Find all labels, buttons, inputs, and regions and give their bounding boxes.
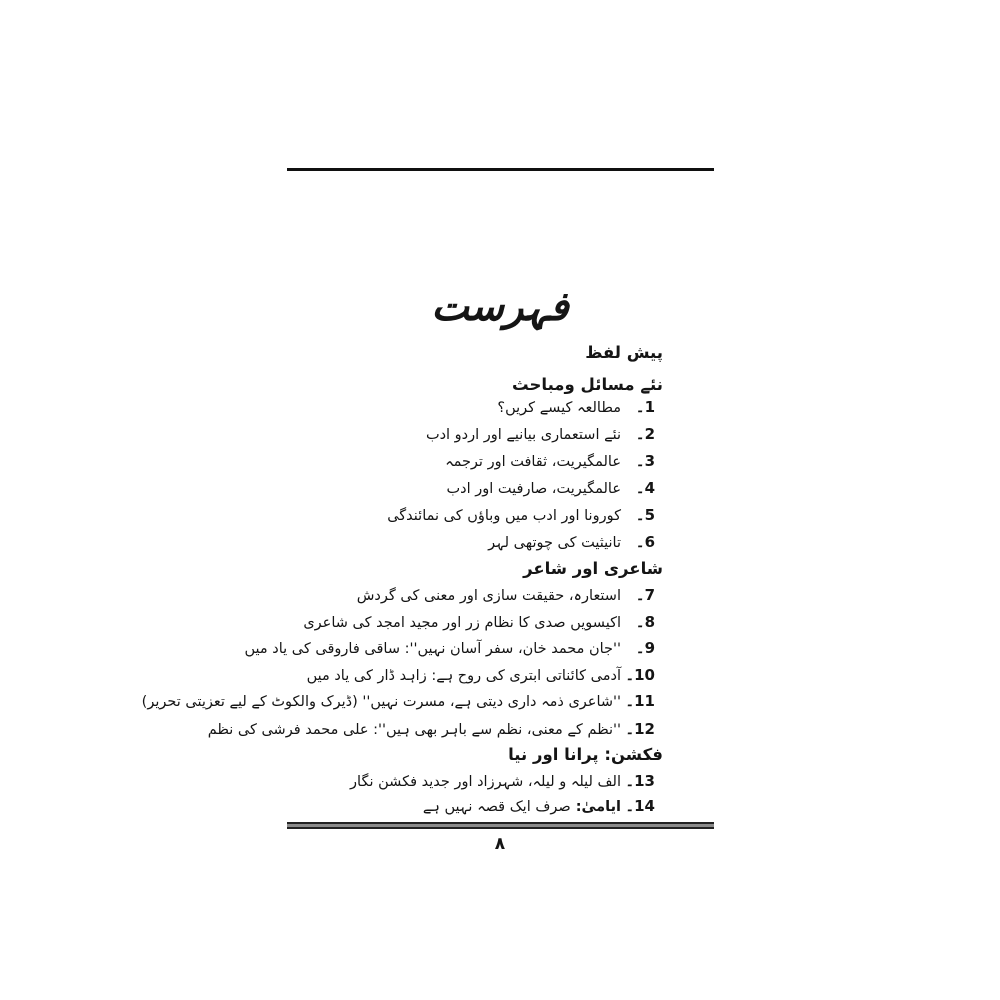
entry-title: الف لیلہ و لیلہ، شہرزاد اور جدید فکشن نگار xyxy=(350,774,621,790)
section-heading-poetry: شاعری اور شاعر xyxy=(523,559,663,578)
entry-number: 13۔ xyxy=(625,772,655,790)
entry-number: 2۔ xyxy=(635,425,655,443)
entry-number: 5۔ xyxy=(635,506,655,524)
entry-title: کورونا اور ادب میں وباؤں کی نمائندگی xyxy=(387,508,621,524)
toc-entry-6 xyxy=(488,532,655,553)
entry-title: نئے استعماری بیانیے اور اردو ادب xyxy=(425,427,621,443)
toc-title: فہرست xyxy=(431,284,569,330)
toc-entry-7 xyxy=(357,585,655,606)
entry-number: 9۔ xyxy=(635,639,655,657)
entry-number: 6۔ xyxy=(635,533,655,551)
entry-title: صرف ایک قصہ نہیں ہے xyxy=(422,799,571,815)
toc-entry-5 xyxy=(387,505,655,526)
entry-number: 4۔ xyxy=(635,479,655,497)
toc-entry-13 xyxy=(350,771,655,792)
bottom-rule xyxy=(287,822,714,829)
toc-entry-3 xyxy=(445,451,655,472)
entry-title: اکیسویں صدی کا نظام زر اور مجید امجد کی شاعری xyxy=(303,615,621,631)
section-heading-new-issues: نئے مسائل ومباحث xyxy=(512,375,663,394)
toc-entry-9 xyxy=(245,638,656,659)
toc-entry-14 xyxy=(423,796,655,817)
toc-entry-1 xyxy=(497,397,655,418)
top-rule xyxy=(287,168,714,171)
entry-number: 10۔ xyxy=(625,666,655,684)
entry-title: ''جان محمد خان، سفر آسان نہیں'': ساقی فاروقی کی یاد میں xyxy=(244,641,621,657)
entry-title: ''شاعری ذمہ داری دیتی ہے، مسرت نہیں'' (ڈیرک والکوٹ کے لیے تعزیتی تحریر) xyxy=(141,694,621,710)
entry-title: مطالعہ کیسے کریں؟ xyxy=(497,400,621,416)
entry-title: تانیثیت کی چوتھی لہر xyxy=(488,535,621,551)
entry-number: 3۔ xyxy=(635,452,655,470)
entry-number: 11۔ xyxy=(625,692,655,710)
entry-title: ''نظم کے معنی، نظم سے باہر بھی ہیں'': علی محمد فرشی کی نظم xyxy=(207,722,621,738)
entry-number: 8۔ xyxy=(635,613,655,631)
toc-entry-2 xyxy=(426,424,655,445)
entry-title: آدمی کائناتی ابتری کی روح ہے: زاہد ڈار کی یاد میں xyxy=(306,668,621,684)
page-number: ۸ xyxy=(494,834,506,854)
entry-title: عالمگیریت، صارفیت اور ادب xyxy=(446,481,621,497)
toc-entry-8 xyxy=(303,612,655,633)
entry-title: عالمگیریت، ثقافت اور ترجمہ xyxy=(445,454,621,470)
entry-number: 7۔ xyxy=(635,586,655,604)
entry-title: استعارہ، حقیقت سازی اور معنی کی گردش xyxy=(356,588,621,604)
entry-number: 1۔ xyxy=(635,398,655,416)
section-heading-fiction: فکشن: پرانا اور نیا xyxy=(508,745,663,764)
entry-title-bold-prefix: ایامیٰ: xyxy=(575,799,621,815)
entry-number: 14۔ xyxy=(625,797,655,815)
toc-entry-4 xyxy=(447,478,655,499)
entry-number: 12۔ xyxy=(625,720,655,738)
section-heading-preface: پیش لفظ xyxy=(585,343,663,362)
toc-entry-10 xyxy=(307,665,655,686)
toc-entry-11 xyxy=(142,691,655,712)
toc-entry-12 xyxy=(208,719,655,740)
